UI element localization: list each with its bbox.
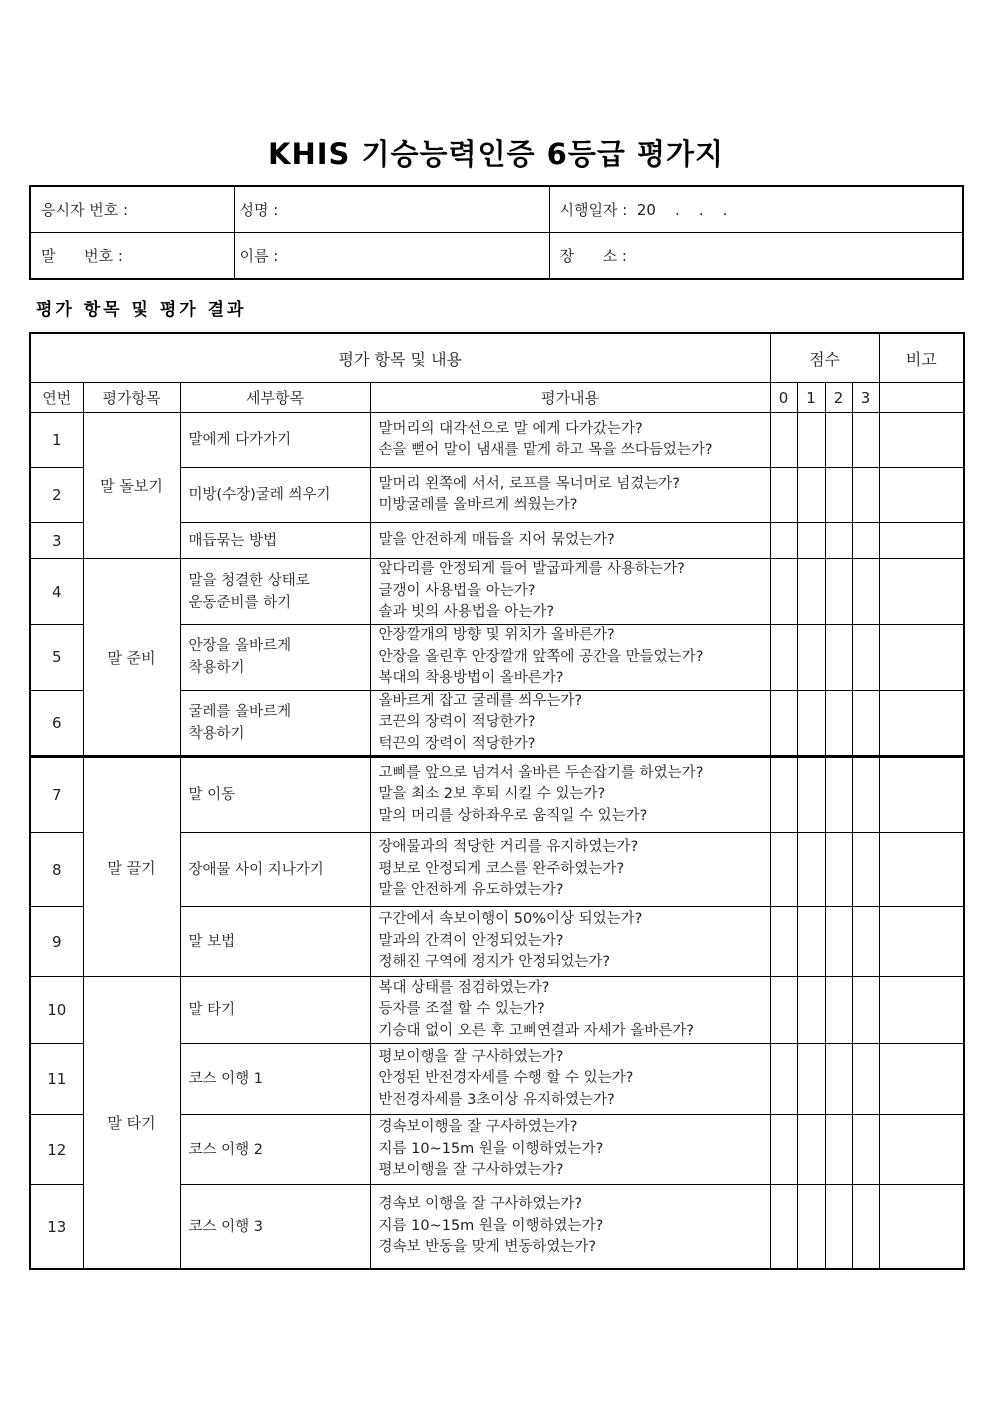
applicant-info-table [29,185,964,280]
score-cell-3[interactable] [852,413,879,468]
score-cell-1[interactable] [797,833,825,907]
detail-text: 말 이동 [188,787,236,803]
category-cell: 말 준비 [83,559,180,757]
col-detail-header: 세부항목 [180,383,370,413]
content-cell [370,1185,770,1270]
content-line: 지름 10~15m 원을 이행하였는가? [378,1217,604,1234]
content-cell [370,468,770,523]
note-cell[interactable] [879,625,964,691]
score-cell-0[interactable] [770,833,797,907]
score-cell-2[interactable] [825,977,852,1044]
score-cell-2[interactable] [825,907,852,977]
row-number: 9 [30,907,83,977]
score-cell-0[interactable] [770,977,797,1044]
score-cell-1[interactable] [797,523,825,559]
content-line: 평보이행을 잘 구사하였는가? [378,1162,564,1179]
score-cell-3[interactable] [852,625,879,691]
header-main: 평가 항목 및 내용 [30,333,770,383]
score-cell-0[interactable] [770,559,797,625]
content-cell [370,757,770,833]
category-cell: 말 타기 [83,977,180,1270]
detail-text: 코스 이행 3 [188,1218,263,1235]
detail-text: 굴레를 올바르게 착용하기 [188,703,292,742]
score-cell-0[interactable] [770,907,797,977]
score-cell-0[interactable] [770,690,797,757]
note-header-blank [879,383,964,413]
content-cell [370,907,770,977]
content-line: 안장깔개의 방향 및 위치가 올바른가? [378,627,615,643]
note-cell[interactable] [879,907,964,977]
score-cell-2[interactable] [825,1185,852,1270]
applicant-number-field[interactable]: 응시자 번호 : [30,186,234,233]
score-label-3: 3 [852,383,879,413]
detail-item [180,833,370,907]
score-cell-3[interactable] [852,977,879,1044]
content-line: 안정된 반전경자세를 수행 할 수 있는가? [378,1070,634,1087]
score-cell-1[interactable] [797,559,825,625]
content-line: 앞다리를 안정되게 들어 발굽파게를 사용하는가? [378,561,685,578]
table-row [30,757,964,833]
detail-item [180,523,370,559]
content-line: 등자를 조절 할 수 있는가? [378,1001,545,1018]
content-line: 코끈의 장력이 적당한가? [378,714,536,730]
content-line: 말머리의 대각선으로 말 에게 다가갔는가? [378,420,643,437]
score-cell-0[interactable] [770,1115,797,1185]
row-number: 3 [30,523,83,559]
score-cell-3[interactable] [852,468,879,523]
content-line: 턱끈의 장력이 적당한가? [378,735,536,752]
col-content-header: 평가내용 [370,383,770,413]
exam-date-field[interactable]: 시행일자 : 20 . . . [549,186,963,233]
score-cell-1[interactable] [797,757,825,833]
row-number: 1 [30,413,83,468]
content-line: 구간에서 속보이행이 50%이상 되었는가? [378,911,643,928]
col-number-header: 연번 [30,383,83,413]
page-title: KHIS 기승능력인증 6등급 평가지 [267,137,725,171]
category-cell: 말 끌기 [83,757,180,977]
score-cell-3[interactable] [852,690,879,757]
row-number: 13 [30,1185,83,1270]
score-cell-2[interactable] [825,523,852,559]
content-line: 기승대 없이 오른 후 고삐연결과 자세가 올바른가? [378,1022,694,1039]
score-cell-2[interactable] [825,413,852,468]
score-cell-1[interactable] [797,468,825,523]
score-cell-2[interactable] [825,468,852,523]
note-cell[interactable] [879,690,964,757]
detail-item [180,625,370,691]
content-line: 평보로 안정되게 코스를 완주하였는가? [378,860,625,877]
score-cell-3[interactable] [852,907,879,977]
content-line: 경속보 반동을 맞게 변동하였는가? [378,1239,597,1256]
note-cell[interactable] [879,833,964,907]
content-line: 솔과 빗의 사용법을 아는가? [378,604,555,621]
score-cell-0[interactable] [770,523,797,559]
content-line: 반전경자세를 3초이상 유지하였는가? [378,1091,615,1108]
row-number: 4 [30,559,83,625]
row-number: 5 [30,625,83,691]
note-cell[interactable] [879,977,964,1044]
detail-text: 장애물 사이 지나가기 [188,861,324,878]
note-cell[interactable] [879,1185,964,1270]
note-cell[interactable] [879,1115,964,1185]
score-cell-3[interactable] [852,1185,879,1270]
content-line: 말을 안전하게 유도하였는가? [378,882,564,899]
header-note: 비고 [879,333,964,383]
detail-item [180,977,370,1044]
content-cell [370,977,770,1044]
content-line: 말을 안전하게 매듭을 지어 묶었는가? [378,531,615,548]
detail-item [180,1044,370,1115]
row-number: 6 [30,690,83,757]
detail-text: 매듭묶는 방법 [188,532,278,549]
note-cell[interactable] [879,523,964,559]
score-cell-2[interactable] [825,690,852,757]
score-cell-0[interactable] [770,1044,797,1115]
score-cell-0[interactable] [770,468,797,523]
score-cell-2[interactable] [825,559,852,625]
content-line: 경속보이행을 잘 구사하였는가? [378,1119,578,1136]
content-cell [370,1115,770,1185]
col-category-header: 평가항목 [83,383,180,413]
content-cell [370,523,770,559]
score-cell-1[interactable] [797,1115,825,1185]
content-cell [370,625,770,691]
score-cell-1[interactable] [797,1185,825,1270]
detail-text: 말을 청결한 상태로 운동준비를 하기 [188,572,310,611]
detail-item [180,468,370,523]
detail-text: 말에게 다가가기 [188,432,292,448]
content-line: 복대의 착용방법이 올바른가? [378,670,564,686]
applicant-name-field[interactable]: 성명 : [234,186,549,233]
score-cell-1[interactable] [797,413,825,468]
note-cell[interactable] [879,413,964,468]
content-line: 말을 최소 2보 후퇴 시킬 수 있는가? [378,786,606,803]
score-cell-3[interactable] [852,1044,879,1115]
detail-text: 코스 이행 1 [188,1071,263,1087]
score-cell-0[interactable] [770,625,797,691]
content-line: 장애물과의 적당한 거리를 유지하였는가? [378,839,639,856]
content-line: 올바르게 잡고 굴레를 씌우는가? [378,692,583,709]
content-line: 고삐를 앞으로 넘겨서 올바른 두손잡기를 하였는가? [378,764,704,781]
detail-item [180,1115,370,1185]
row-number: 8 [30,833,83,907]
detail-item [180,757,370,833]
score-cell-2[interactable] [825,757,852,833]
score-cell-1[interactable] [797,690,825,757]
detail-item [180,1185,370,1270]
score-cell-0[interactable] [770,1185,797,1270]
content-line: 안장을 올린후 안장깔개 앞쪽에 공간을 만들었는가? [378,648,704,665]
score-cell-1[interactable] [797,977,825,1044]
place-field[interactable]: 장 소 : [549,233,963,280]
score-cell-0[interactable] [770,413,797,468]
content-cell [370,413,770,468]
detail-text: 말 보법 [188,933,236,950]
detail-text: 코스 이행 2 [188,1141,263,1158]
content-line: 말과의 간격이 안정되었는가? [378,932,564,949]
note-cell[interactable] [879,468,964,523]
content-line: 손을 뻗어 말이 냄새를 맡게 하고 목을 쓰다듬었는가? [378,442,713,458]
content-line: 평보이행을 잘 구사하였는가? [378,1048,564,1065]
note-cell[interactable] [879,1044,964,1115]
row-number: 11 [30,1044,83,1115]
score-cell-3[interactable] [852,523,879,559]
category-cell: 말 돌보기 [83,413,180,559]
section-title: 평가 항목 및 평가 결과 [36,300,247,320]
score-cell-2[interactable] [825,833,852,907]
detail-item [180,559,370,625]
horse-number-field[interactable]: 말 번호 : [30,233,234,280]
score-cell-3[interactable] [852,1115,879,1185]
content-line: 말의 머리를 상하좌우로 움직일 수 있는가? [378,807,648,824]
score-label-2: 2 [825,383,852,413]
note-cell[interactable] [879,757,964,833]
detail-text: 미방(수장)굴레 씌우기 [188,487,331,503]
content-line: 경속보 이행을 잘 구사하였는가? [378,1196,583,1213]
table-row [30,559,964,625]
score-label-0: 0 [770,383,797,413]
content-cell [370,833,770,907]
table-row [30,977,964,1044]
content-cell [370,1044,770,1115]
detail-item [180,690,370,757]
score-cell-1[interactable] [797,1044,825,1115]
horse-name-field[interactable]: 이름 : [234,233,549,280]
score-label-1: 1 [797,383,825,413]
row-number: 10 [30,977,83,1044]
content-line: 미방굴레를 올바르게 씌웠는가? [378,497,578,513]
content-line: 정해진 구역에 정지가 안정되었는가? [378,954,611,971]
score-cell-2[interactable] [825,1044,852,1115]
row-number: 7 [30,757,83,833]
header-score: 점수 [770,333,879,383]
detail-text: 안장을 올바르게 착용하기 [188,638,292,677]
score-cell-3[interactable] [852,559,879,625]
row-number: 12 [30,1115,83,1185]
score-cell-3[interactable] [852,833,879,907]
evaluation-table [29,332,965,1270]
score-cell-0[interactable] [770,757,797,833]
row-number: 2 [30,468,83,523]
content-line: 지름 10~15m 원을 이행하였는가? [378,1140,604,1157]
table-row [30,413,964,468]
score-cell-3[interactable] [852,757,879,833]
content-line: 말머리 왼쪽에 서서, 로프를 목너머로 넘겼는가? [378,475,680,492]
content-cell [370,559,770,625]
content-line: 복대 상태를 점검하였는가? [378,979,550,996]
score-cell-1[interactable] [797,625,825,691]
content-line: 글갱이 사용법을 아는가? [378,582,536,599]
score-cell-2[interactable] [825,1115,852,1185]
detail-text: 말 타기 [188,1002,236,1018]
score-cell-2[interactable] [825,625,852,691]
content-cell [370,690,770,757]
detail-item [180,907,370,977]
note-cell[interactable] [879,559,964,625]
score-cell-1[interactable] [797,907,825,977]
detail-item [180,413,370,468]
